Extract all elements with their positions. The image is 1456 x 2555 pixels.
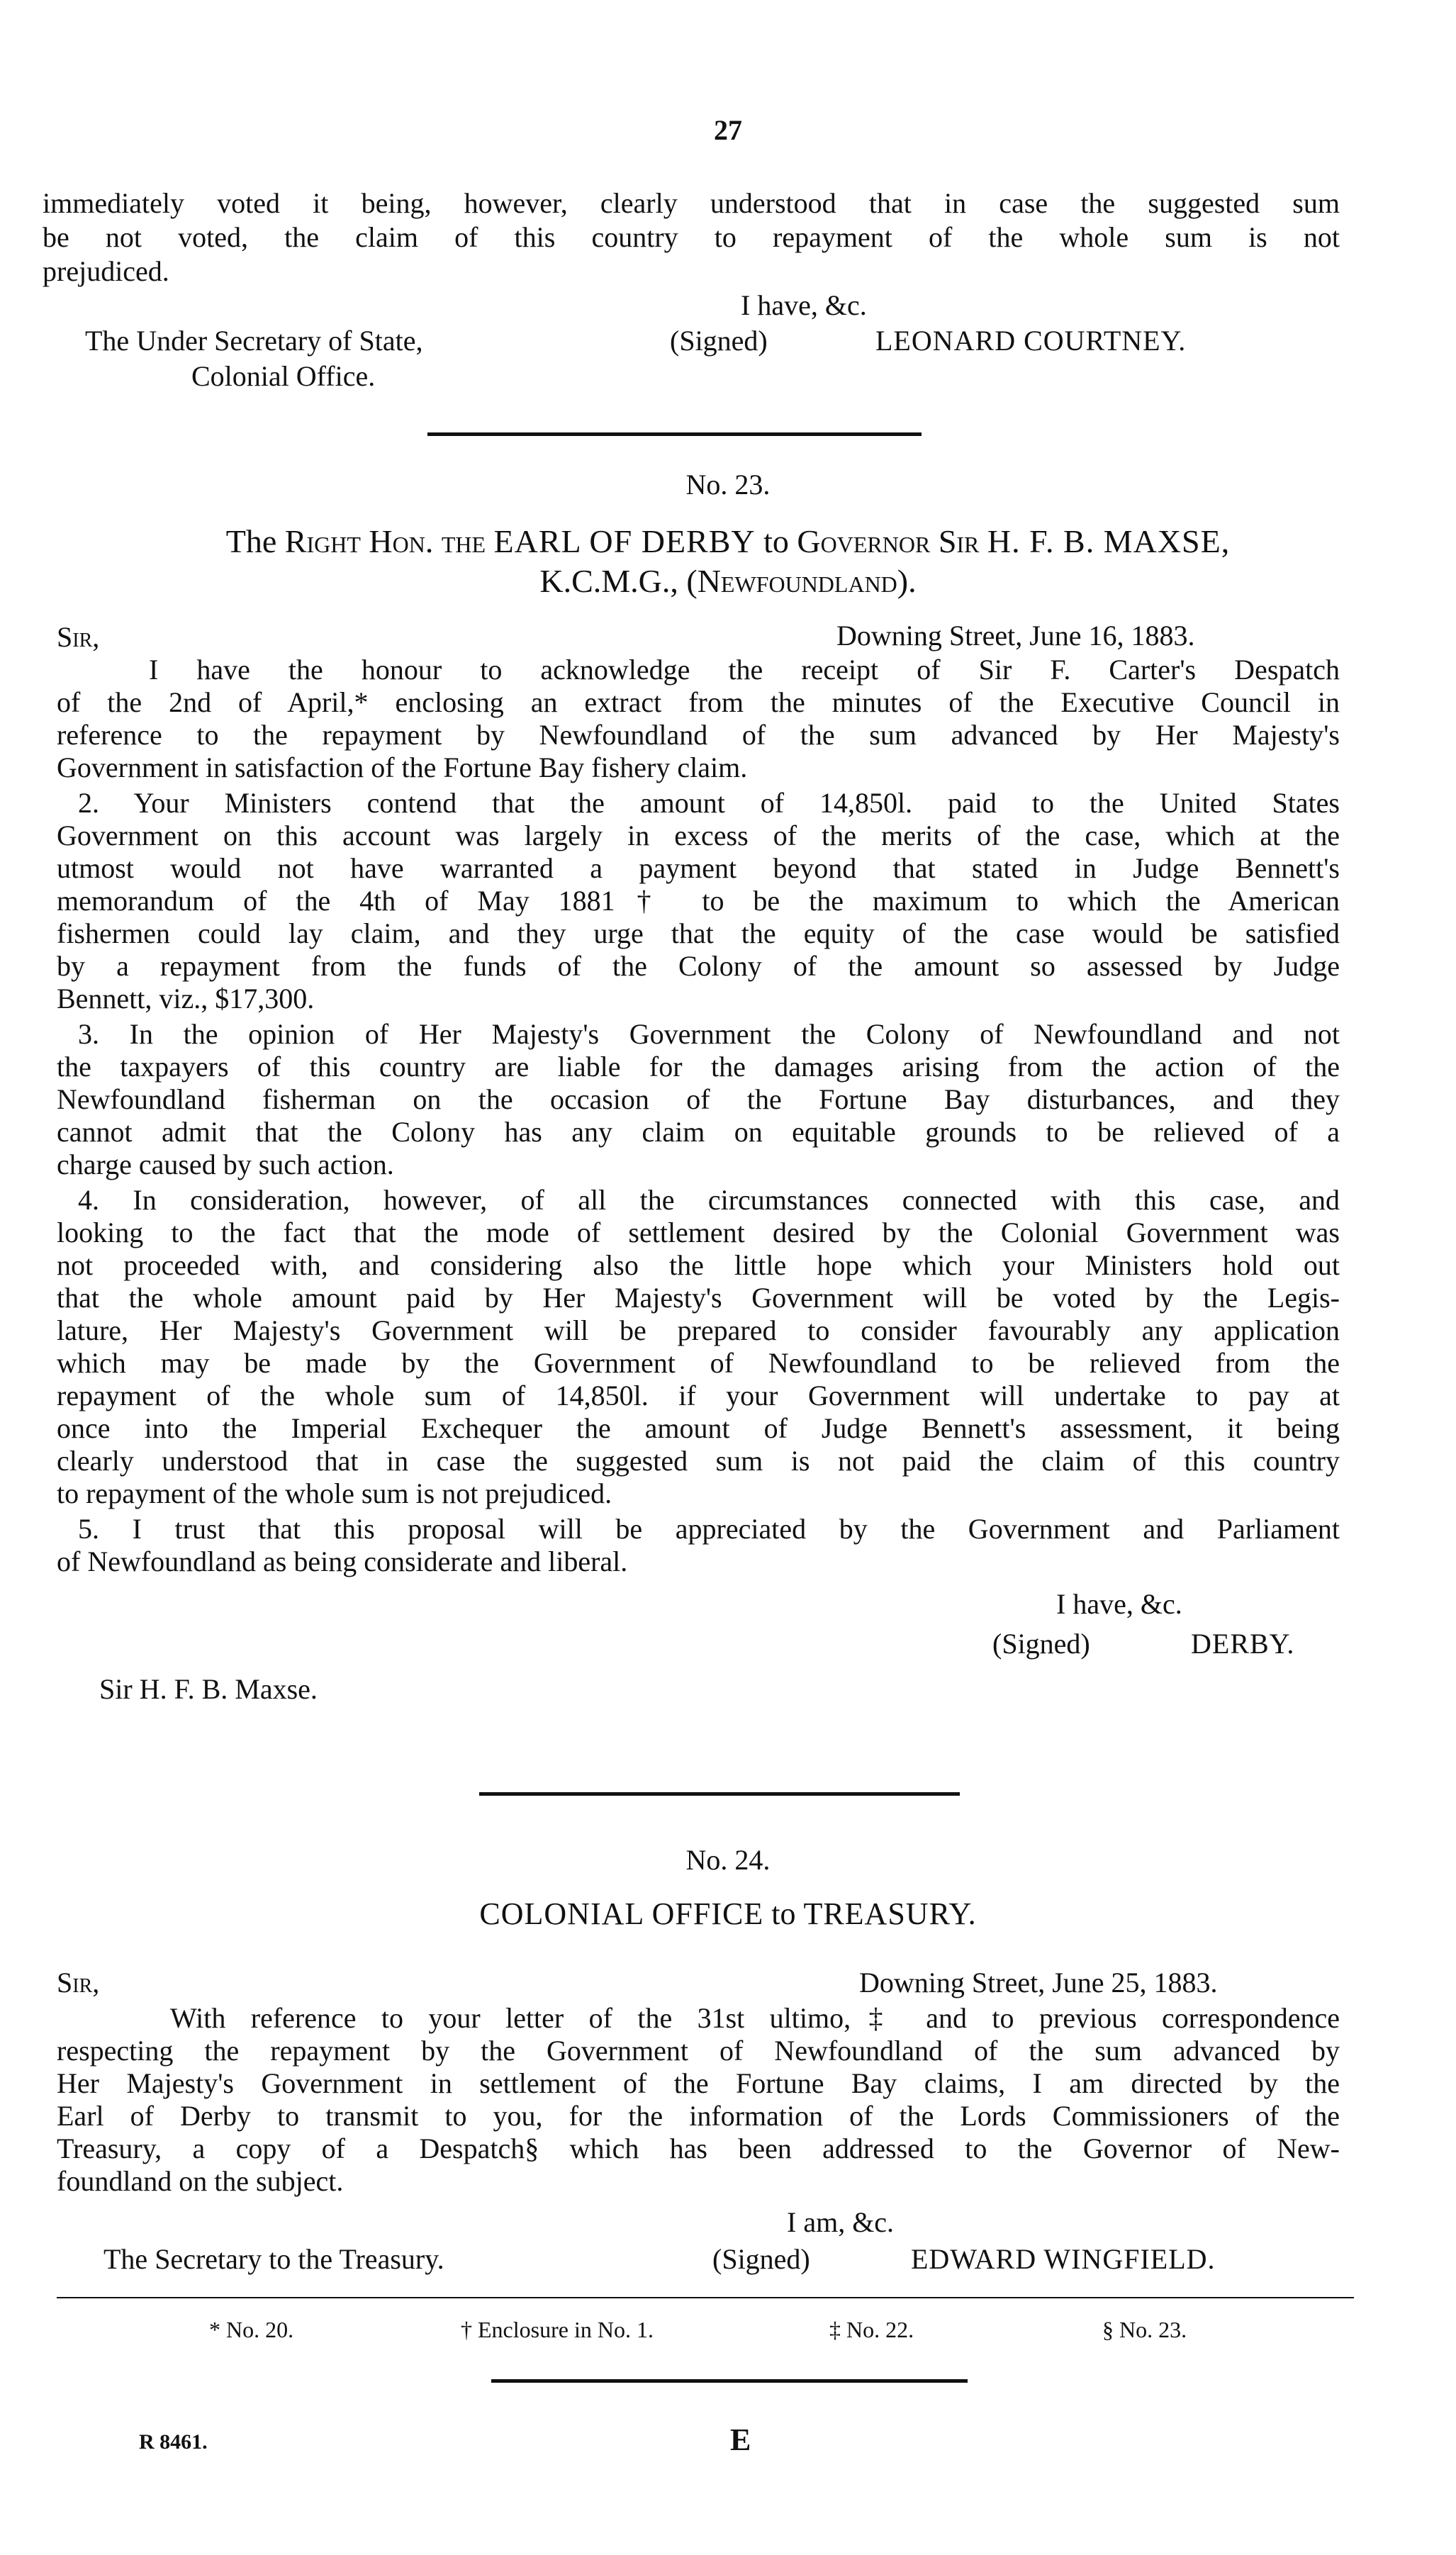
letter1-addressee-1: The Under Secretary of State, xyxy=(85,325,423,357)
no23-p2-l6: by a repayment from the funds of the Colony of the amount so assessed by Judge xyxy=(57,950,1340,982)
no24-p1-l3: Her Majesty's Government in settlement of the Fortune Bay claims, I am directed by the xyxy=(57,2067,1340,2099)
no23-p2-l3: utmost would not have warranted a payment beyond that stated in Judge Bennett's xyxy=(57,852,1340,884)
no24-addressee: The Secretary to the Treasury. xyxy=(103,2243,444,2275)
no23-heading-kcmg: K.C.M.G., ( xyxy=(539,563,698,599)
no23-heading-recipient: H. F. B. MAXSE, xyxy=(987,523,1231,559)
no23-signed: (Signed) xyxy=(992,1628,1090,1660)
intro-line-1: immediately voted it being, however, clearly understood that in case the suggested sum xyxy=(43,187,1340,219)
no23-heading-title: Right Hon. the xyxy=(284,523,486,559)
no23-p4-l1: 4. In consideration, however, of all the circumstances connected with this case, and xyxy=(78,1184,1340,1216)
no23-p2-l2: Government on this account was largely in excess of the merits of the case, which at the xyxy=(57,820,1340,851)
no23-heading-gov: Governor Sir xyxy=(797,523,980,559)
no23-dateline: Downing Street, June 16, 1883. xyxy=(836,620,1195,652)
no24-p1-l2: respecting the repayment by the Government of Newfoundland of the sum advanced by xyxy=(57,2035,1340,2067)
no23-heading-colony: Newfoundland xyxy=(697,563,897,599)
no23-heading-the: The xyxy=(225,523,277,559)
no23-i-have: I have, &c. xyxy=(1056,1588,1182,1620)
no23-salutation: Sir, xyxy=(57,621,100,653)
no24-p1-l4: Earl of Derby to transmit to you, for the information of the Lords Commissioners of the xyxy=(57,2100,1340,2132)
no23-p3-l2: the taxpayers of this country are liable for the damages arising from the action of the xyxy=(57,1051,1340,1083)
signature-mark: E xyxy=(730,2422,751,2457)
no24-dateline: Downing Street, June 25, 1883. xyxy=(859,1967,1218,1998)
no24-p1-l1: With reference to your letter of the 31st ultimo,‡ and to previous correspondence xyxy=(170,2002,1340,2034)
no23-number: No. 23. xyxy=(685,469,771,501)
no23-p3-l3: Newfoundland fisherman on the occasion of the Fortune Bay disturbances, and they xyxy=(57,1083,1340,1115)
footnote-rule xyxy=(57,2297,1354,2298)
no23-p4-l3: not proceeded with, and considering also the little hope which your Ministers hold out xyxy=(57,1249,1340,1281)
no24-number: No. 24. xyxy=(685,1844,771,1876)
print-code: R 8461. xyxy=(139,2430,208,2454)
no24-heading-recipient: TREASURY. xyxy=(803,1896,977,1931)
no23-signatory: DERBY. xyxy=(1191,1628,1295,1660)
intro-line-3: prejudiced. xyxy=(43,255,169,287)
no23-p2-l5: fishermen could lay claim, and they urge that the equity of the case would be satisfied xyxy=(57,917,1340,949)
no24-heading-to: to xyxy=(771,1896,796,1931)
footnote-3: ‡ No. 22. xyxy=(829,2317,914,2342)
no24-heading xyxy=(0,1897,1456,1931)
no23-p4-l7: repayment of the whole sum of 14,850l. if your Government will undertake to pay at xyxy=(57,1380,1340,1411)
letter1-signed: (Signed) xyxy=(670,325,768,357)
no23-p1-l3: reference to the repayment by Newfoundland of the sum advanced by Her Majesty's xyxy=(57,719,1340,751)
no23-p5-l1: 5. I trust that this proposal will be appreciated by the Government and Parliament xyxy=(78,1513,1340,1545)
no23-p3-l4: cannot admit that the Colony has any claim on equitable grounds to be relieved of a xyxy=(57,1116,1340,1148)
no23-p4-l6: which may be made by the Government of Newfoundland to be relieved from the xyxy=(57,1347,1340,1379)
no24-i-am: I am, &c. xyxy=(787,2206,895,2238)
footnote-2: † Enclosure in No. 1. xyxy=(461,2317,654,2342)
no23-p1-l2: of the 2nd of April,* enclosing an extract from the minutes of the Executive Council in xyxy=(57,686,1340,718)
section-divider-2 xyxy=(479,1792,960,1796)
letter1-signatory: LEONARD COURTNEY. xyxy=(875,325,1187,357)
no23-heading-sender: EARL OF DERBY xyxy=(493,523,756,559)
no23-heading-line2 xyxy=(0,564,1456,598)
no23-heading-close: ). xyxy=(897,563,917,599)
no23-p4-l10: to repayment of the whole sum is not prejudiced. xyxy=(57,1477,612,1509)
no23-p1-l4: Government in satisfaction of the Fortune Bay fishery claim. xyxy=(57,751,748,783)
page-number: 27 xyxy=(714,114,742,146)
no23-heading-to: to xyxy=(763,523,789,559)
no24-heading-sender: COLONIAL OFFICE xyxy=(479,1896,764,1931)
no23-heading-line1 xyxy=(0,525,1456,559)
intro-line-2: be not voted, the claim of this country to repayment of the whole sum is not xyxy=(43,221,1340,253)
no23-p4-l9: clearly understood that in case the suggested sum is not paid the claim of this country xyxy=(57,1445,1340,1477)
no24-salutation: Sir, xyxy=(57,1967,100,1998)
no23-p4-l4: that the whole amount paid by Her Majesty's Government will be voted by the Legis- xyxy=(57,1282,1340,1314)
no23-p3-l5: charge caused by such action. xyxy=(57,1148,394,1180)
no24-p1-l5: Treasury, a copy of a Despatch§ which has been addressed to the Governor of New- xyxy=(57,2132,1340,2164)
section-divider-3 xyxy=(491,2379,968,2383)
no23-p2-l1: 2. Your Ministers contend that the amount of 14,850l. paid to the United States xyxy=(78,787,1340,819)
no23-p1-l1: I have the honour to acknowledge the receipt of Sir F. Carter's Despatch xyxy=(149,654,1340,686)
footnote-4: § No. 23. xyxy=(1102,2317,1187,2342)
no24-p1-l6: foundland on the subject. xyxy=(57,2165,344,2197)
no23-p2-l7: Bennett, viz., $17,300. xyxy=(57,983,315,1014)
no23-p4-l8: once into the Imperial Exchequer the amount of Judge Bennett's assessment, it being xyxy=(57,1412,1340,1444)
no23-p3-l1: 3. In the opinion of Her Majesty's Government the Colony of Newfoundland and not xyxy=(78,1018,1340,1050)
no23-p4-l2: looking to the fact that the mode of settlement desired by the Colonial Government was xyxy=(57,1217,1340,1248)
no24-signatory: EDWARD WINGFIELD. xyxy=(911,2243,1216,2275)
section-divider-1 xyxy=(427,432,922,436)
letter1-addressee-2: Colonial Office. xyxy=(191,360,376,392)
no23-p4-l5: lature, Her Majesty's Government will be prepared to consider favourably any application xyxy=(57,1314,1340,1346)
letter1-i-have: I have, &c. xyxy=(741,289,867,321)
footnote-1: * No. 20. xyxy=(209,2317,294,2342)
no23-addressee: Sir H. F. B. Maxse. xyxy=(99,1673,318,1705)
no23-p5-l2: of Newfoundland as being considerate and liberal. xyxy=(57,1545,628,1577)
no23-p2-l4: memorandum of the 4th of May 1881† to be the maximum to which the American xyxy=(57,885,1340,917)
no24-signed: (Signed) xyxy=(712,2243,810,2275)
